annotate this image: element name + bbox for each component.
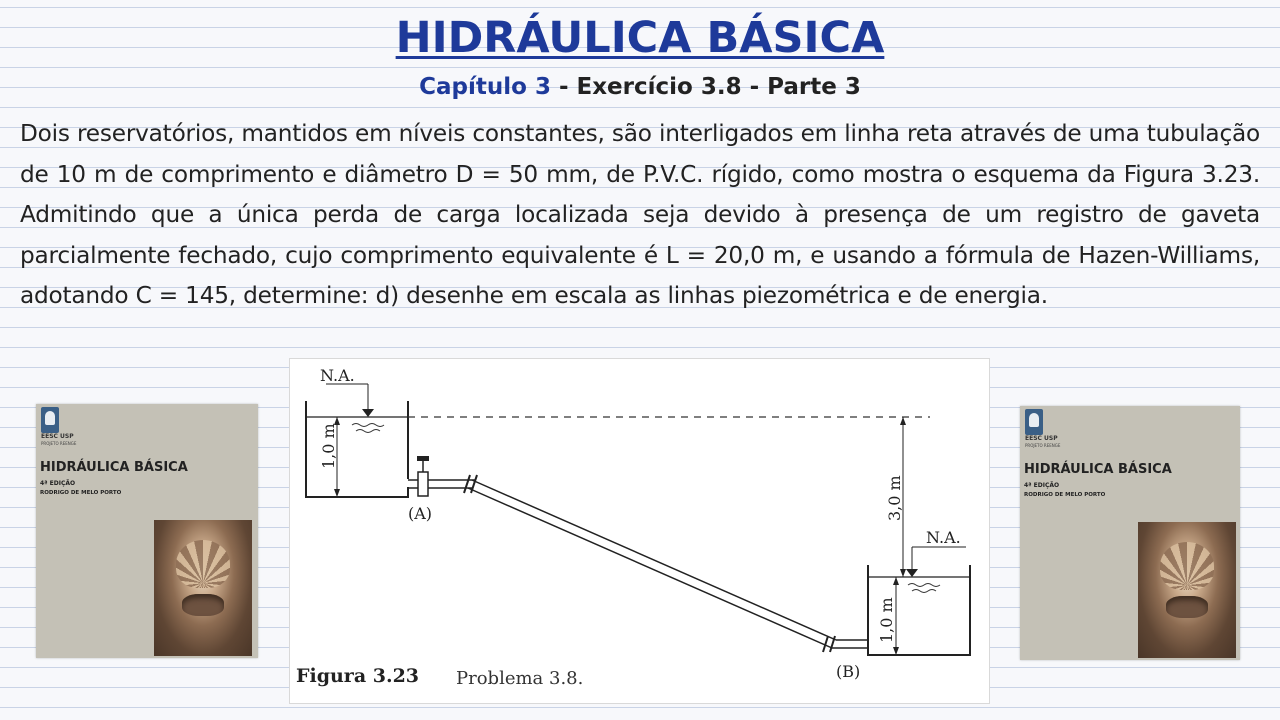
- na-lower-label: N.A.: [926, 528, 961, 547]
- fountain-basin: [182, 594, 224, 616]
- valve-handwheel: [417, 456, 429, 461]
- figure-3-23: [289, 358, 990, 704]
- na-upper-label: N.A.: [320, 366, 355, 385]
- upper-water-ripple: [356, 430, 380, 433]
- cover-title: HIDRÁULICA BÁSICA: [1024, 462, 1172, 477]
- arrow-icon: [893, 577, 899, 585]
- cover-author: RODRIGO DE MELO PORTO: [1024, 492, 1106, 498]
- usp-logo-icon: [1025, 409, 1043, 435]
- na-upper-triangle-icon: [362, 409, 374, 417]
- lower-depth-label: 1,0 m: [877, 597, 896, 643]
- point-a-label: (A): [408, 504, 433, 523]
- figure-problem-caption: Problema 3.8.: [456, 668, 584, 689]
- arrow-icon: [900, 417, 906, 425]
- inclined-pipe-top: [472, 480, 836, 640]
- cover-project: PROJETO REENGE: [1025, 443, 1061, 448]
- figure-caption: Figura 3.23: [296, 665, 420, 687]
- cover-institution: EESC USP: [1025, 435, 1058, 442]
- shell-ornament: [176, 540, 230, 588]
- arrow-icon: [900, 569, 906, 577]
- gate-valve-icon: [418, 472, 428, 496]
- inclined-pipe-bottom: [468, 488, 832, 648]
- page-title: HIDRÁULICA BÁSICA: [395, 13, 885, 63]
- cover-edition: 4ª EDIÇÃO: [1024, 482, 1060, 489]
- cover-author: RODRIGO DE MELO PORTO: [40, 490, 122, 496]
- fountain-photo: [1138, 522, 1236, 658]
- book-cover-left: [36, 404, 258, 658]
- cover-edition: 4ª EDIÇÃO: [40, 480, 76, 487]
- book-cover-right: [1020, 406, 1240, 660]
- shell-ornament: [1160, 542, 1214, 590]
- upper-water-ripple: [352, 424, 384, 427]
- lower-water-ripple: [908, 584, 940, 587]
- problem-statement: Dois reservatórios, mantidos em níveis constantes, são interligados em linha reta através de uma tubulação de 10 m de comprimento e diâmetro D = 50 mm, de P.V.C. rígido, como mostra o esquema da Figura 3.23. Admitindo que a única perda de carga localizada seja devido à presença de um registro de gaveta parcialmente fechado, cujo comprimento equivalente é L = 20,0 m, e usando a fórmula de Hazen-Williams, adotando C = 145, determine: d) desenhe em escala as linhas piezométrica e de energia.: [20, 120, 1260, 309]
- chapter-label: Capítulo 3: [419, 74, 551, 100]
- cover-project: PROJETO REENGE: [41, 441, 77, 446]
- exercise-label: - Exercício 3.8 - Parte 3: [550, 74, 861, 100]
- upper-depth-label: 1,0 m: [319, 423, 338, 469]
- arrow-icon: [893, 647, 899, 655]
- point-b-label: (B): [836, 662, 861, 681]
- pipe-break-mark: [464, 475, 470, 493]
- na-lower-triangle-icon: [906, 569, 918, 577]
- cover-institution: EESC USP: [41, 433, 74, 440]
- fountain-photo: [154, 520, 252, 656]
- page-subtitle: [0, 72, 1280, 102]
- lower-water-ripple: [912, 590, 936, 593]
- height-diff-label: 3,0 m: [885, 475, 904, 521]
- arrow-icon: [334, 489, 340, 497]
- fountain-basin: [1166, 596, 1208, 618]
- reservoir-diagram: [290, 359, 989, 703]
- usp-logo-icon: [41, 407, 59, 433]
- cover-title: HIDRÁULICA BÁSICA: [40, 460, 188, 475]
